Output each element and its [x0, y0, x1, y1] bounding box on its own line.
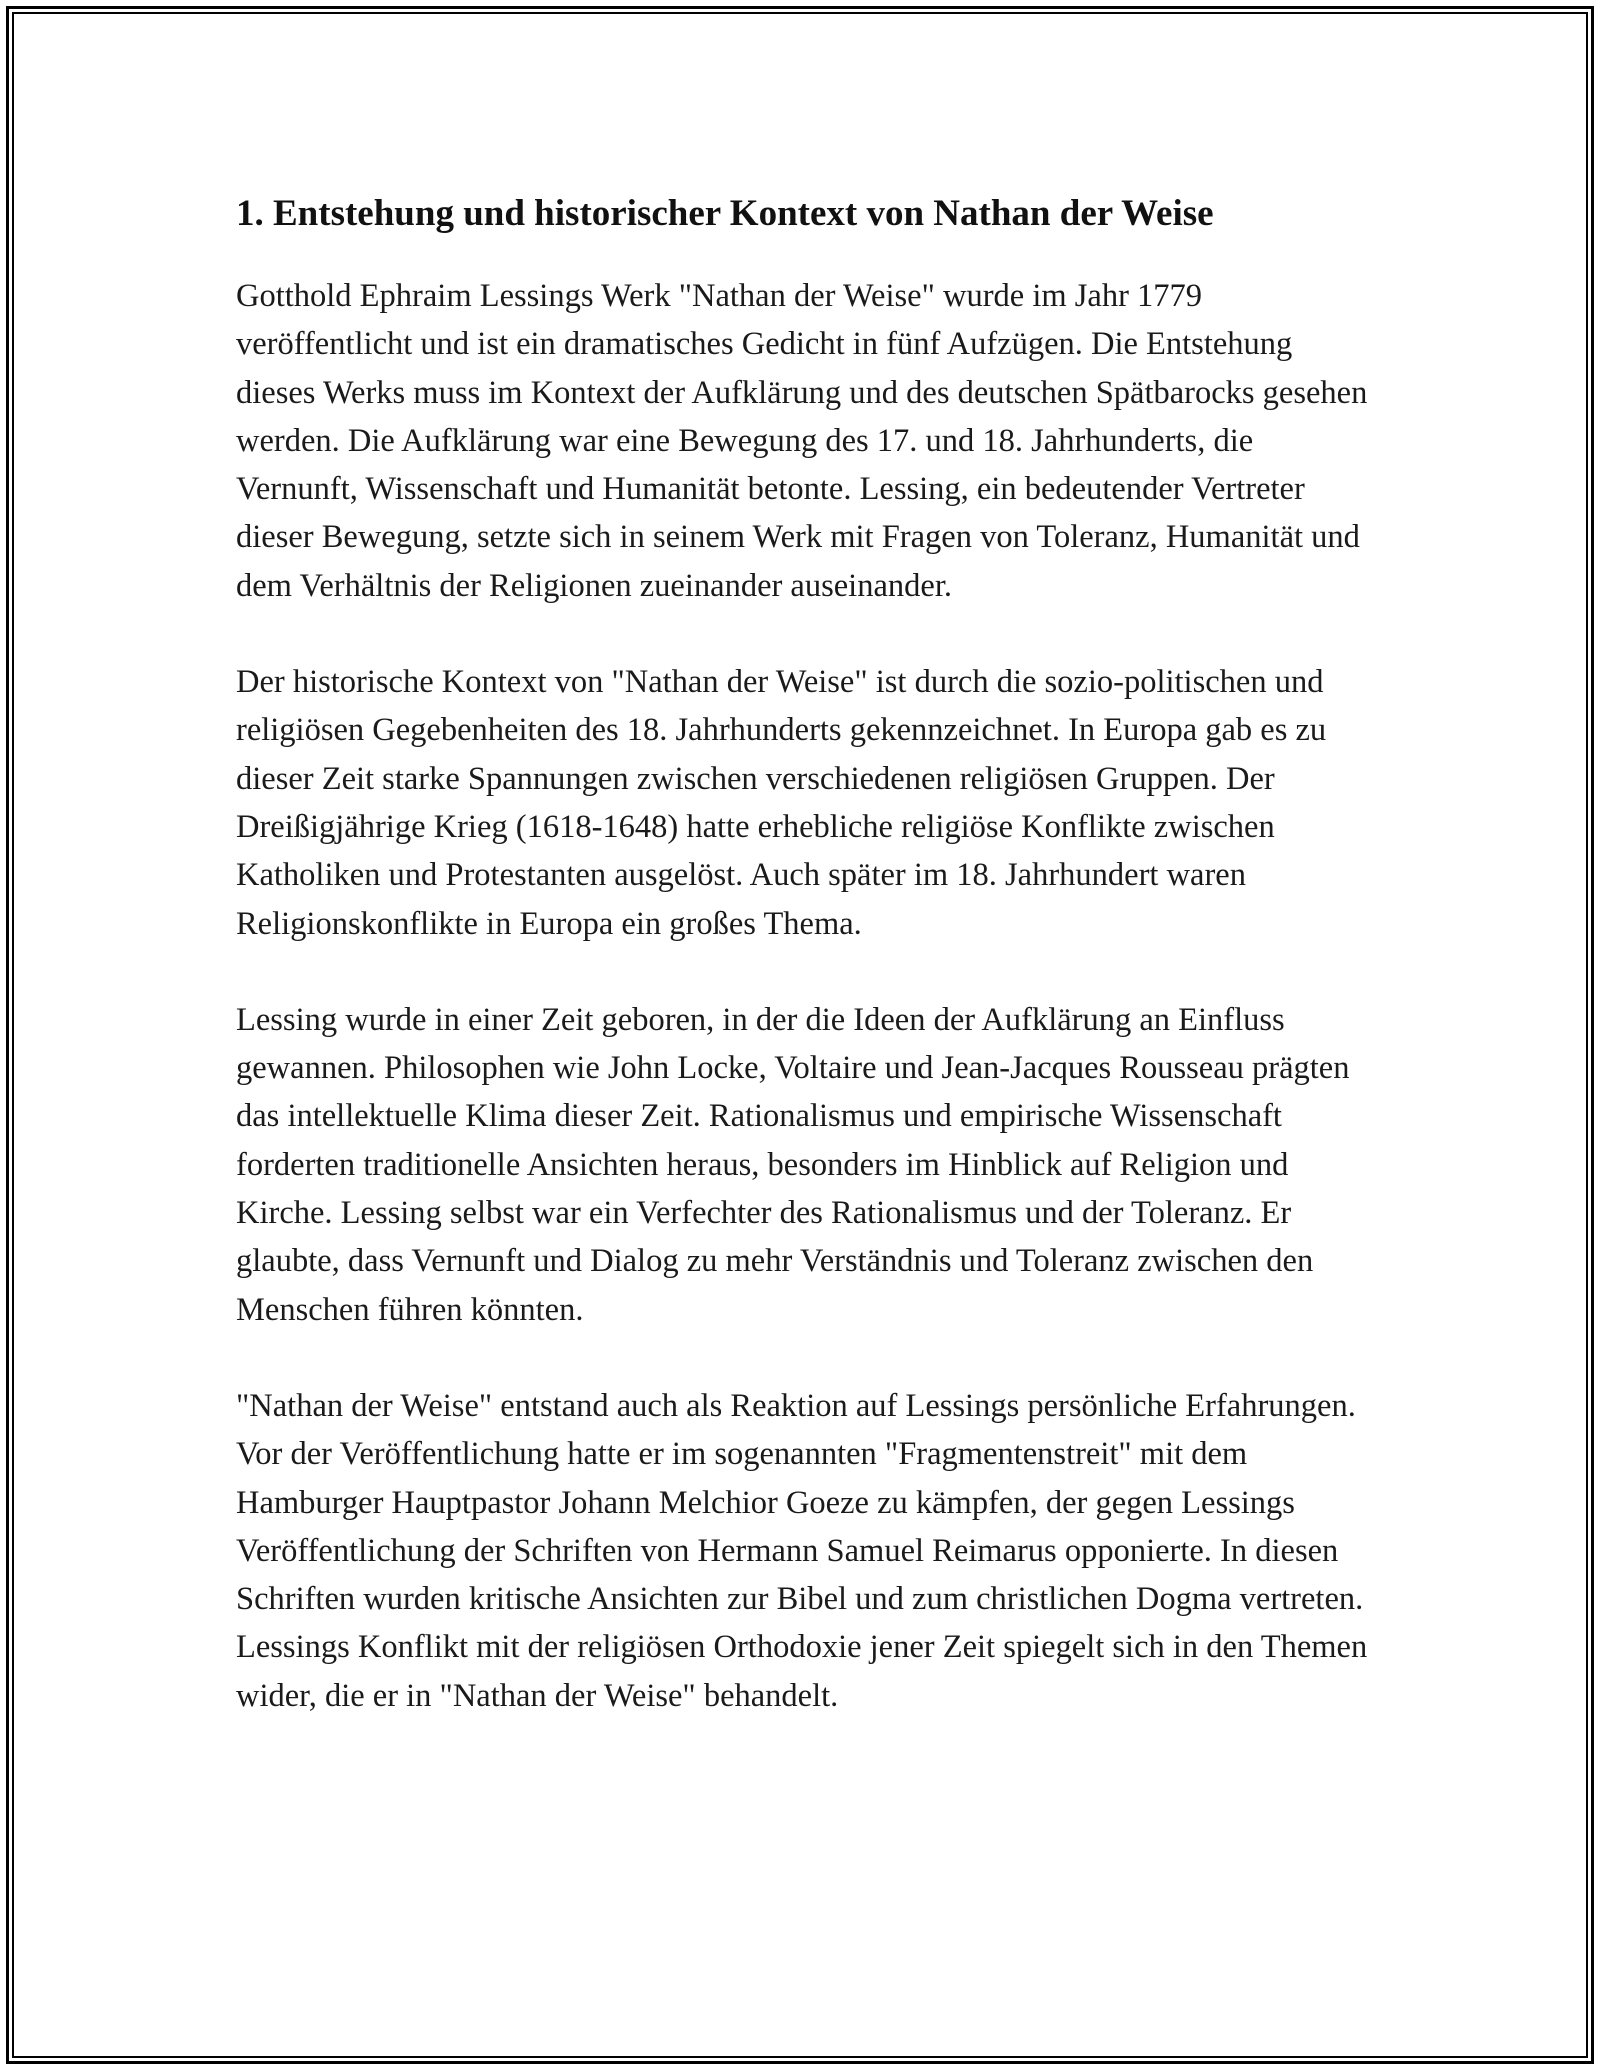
document-body: [236, 186, 1376, 1720]
paragraph-1: Gotthold Ephraim Lessings Werk "Nathan der Weise" wurde im Jahr 1779 veröffentlicht und ist ein dramatisches Gedicht in fünf Aufzügen. Die Entstehung dieses Werks muss im Kontext der Aufklärung und des deutschen Spätbarocks gesehen werden. Die Aufklärung war eine Bewegung des 17. und 18. Jahrhunderts, die Vernunft, Wissenschaft und Humanität betonte. Lessing, ein bedeutender Vertreter dieser Bewegung, setzte sich in seinem Werk mit Fragen von Toleranz, Humanität und dem Verhältnis der Religionen zueinander auseinander.: [236, 278, 1368, 604]
paragraph-4: "Nathan der Weise" entstand auch als Reaktion auf Lessings persönliche Erfahrungen. Vor der Veröffentlichung hatte er im sogenannten "Fragmentenstreit" mit dem Hamburger Hauptpastor Johann Melchior Goeze zu kämpfen, der gegen Lessings Veröffentlichung der Schriften von Hermann Samuel Reimarus opponierte. In diesen Schriften wurden kritische Ansichten zur Bibel und zum christlichen Dogma vertreten. Lessings Konflikt mit der religiösen Orthodoxie jener Zeit spiegelt sich in den Themen wider, die er in "Nathan der Weise" behandelt.: [236, 1387, 1368, 1714]
paragraph-3: Lessing wurde in einer Zeit geboren, in der die Ideen der Aufklärung an Einfluss gewannen. Philosophen wie John Locke, Voltaire und Jean-Jacques Rousseau prägten das intellektuelle Klima dieser Zeit. Rationalismus und empirische Wissenschaft forderten traditionelle Ansichten heraus, besonders im Hinblick auf Religion und Kirche. Lessing selbst war ein Verfechter des Rationalismus und der Toleranz. Er glaubte, dass Vernunft und Dialog zu mehr Verständnis und Toleranz zwischen den Menschen führen könnten.: [236, 1001, 1350, 1328]
section-heading: 1. Entstehung und historischer Kontext von Nathan der Weise: [236, 193, 1214, 234]
paragraph-2: Der historische Kontext von "Nathan der Weise" ist durch die sozio-politischen und religiösen Gegebenheiten des 18. Jahrhunderts gekennzeichnet. In Europa gab es zu dieser Zeit starke Spannungen zwischen verschiedenen religiösen Gruppen. Der Dreißigjährige Krieg (1618-1648) hatte erhebliche religiöse Konflikte zwischen Katholiken und Protestanten ausgelöst. Auch später im 18. Jahrhundert waren Religionskonflikte in Europa ein großes Thema.: [236, 664, 1327, 942]
